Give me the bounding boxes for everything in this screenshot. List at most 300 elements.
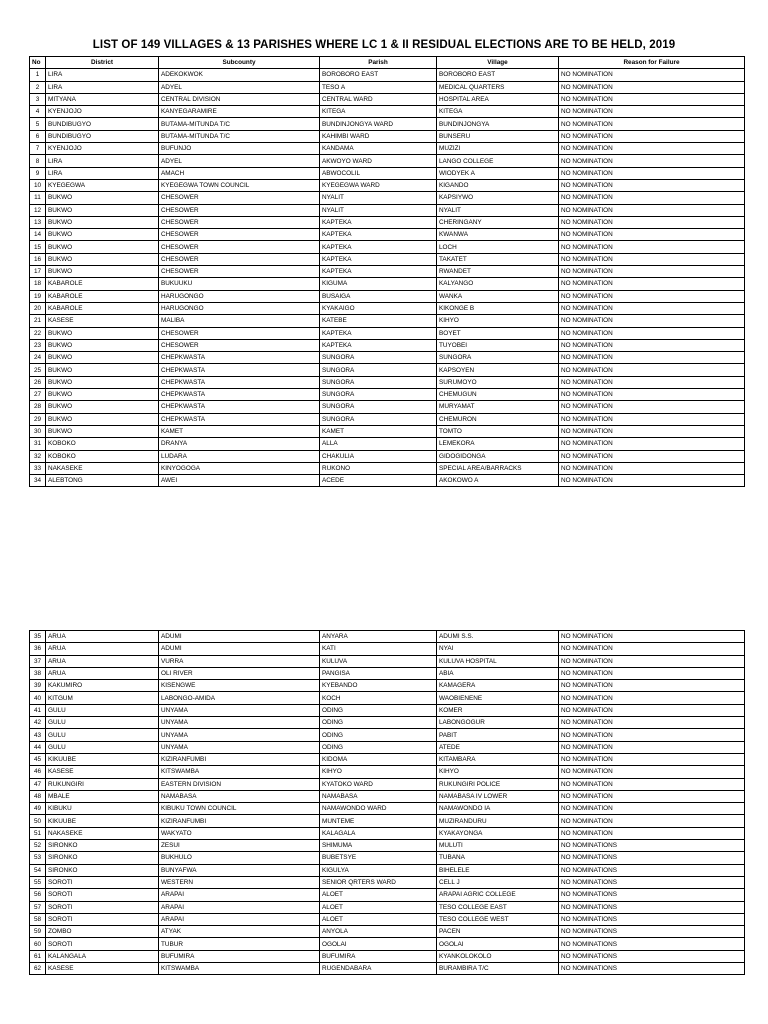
cell-parish: MUNTEME [320, 815, 437, 827]
cell-parish: ODING [320, 729, 437, 741]
table-row [30, 339, 745, 351]
cell-district: KYENJOJO [46, 106, 159, 118]
cell-district: SOROTI [46, 938, 159, 950]
cell-district: KIKUUBE [46, 815, 159, 827]
cell-subcounty: BUNYAFWA [159, 864, 320, 876]
cell-subcounty: BUKHULO [159, 852, 320, 864]
cell-reason: NO NOMINATION [559, 69, 745, 81]
cell-subcounty: UNYAMA [159, 717, 320, 729]
cell-subcounty: ARAPAI [159, 913, 320, 925]
cell-village: TESO COLLEGE EAST [437, 901, 559, 913]
cell-parish: KITEGA [320, 106, 437, 118]
cell-village: TAKATET [437, 253, 559, 265]
cell-reason: NO NOMINATION [559, 389, 745, 401]
cell-parish: KYATOKO WARD [320, 778, 437, 790]
cell-subcounty: LABONGO-AMIDA [159, 692, 320, 704]
cell-village: KALYANGO [437, 278, 559, 290]
cell-parish: NAMAWONDO WARD [320, 803, 437, 815]
cell-district: GULU [46, 717, 159, 729]
cell-no: 41 [30, 704, 46, 716]
cell-no: 58 [30, 913, 46, 925]
cell-no: 5 [30, 118, 46, 130]
cell-no: 48 [30, 790, 46, 802]
cell-no: 1 [30, 69, 46, 81]
cell-village: ADUMI S.S. [437, 631, 559, 643]
table-row [30, 766, 745, 778]
table-row [30, 401, 745, 413]
cell-subcounty: KAMET [159, 425, 320, 437]
table-row [30, 302, 745, 314]
cell-district: KITGUM [46, 692, 159, 704]
cell-village: OGOLAI [437, 938, 559, 950]
cell-parish: OGOLAI [320, 938, 437, 950]
cell-district: BUKWO [46, 253, 159, 265]
cell-reason: NO NOMINATION [559, 278, 745, 290]
cell-parish: ALOET [320, 901, 437, 913]
cell-parish: KIGULYA [320, 864, 437, 876]
cell-district: KOBOKO [46, 438, 159, 450]
table-row [30, 462, 745, 474]
cell-village: RWANDET [437, 266, 559, 278]
cell-district: KALANGALA [46, 950, 159, 962]
cell-reason: NO NOMINATION [559, 143, 745, 155]
cell-subcounty: BUFUNJO [159, 143, 320, 155]
cell-village: NAMABASA IV LOWER [437, 790, 559, 802]
table-row [30, 315, 745, 327]
cell-subcounty: AMACH [159, 167, 320, 179]
cell-no: 62 [30, 963, 46, 975]
cell-no: 23 [30, 339, 46, 351]
cell-district: KASESE [46, 315, 159, 327]
table-row [30, 889, 745, 901]
cell-village: CELL J [437, 876, 559, 888]
cell-parish: TESO A [320, 81, 437, 93]
cell-district: BUKWO [46, 266, 159, 278]
cell-reason: NO NOMINATION [559, 216, 745, 228]
cell-no: 56 [30, 889, 46, 901]
cell-reason: NO NOMINATION [559, 266, 745, 278]
table-row [30, 864, 745, 876]
cell-no: 47 [30, 778, 46, 790]
cell-subcounty: CENTRAL DIVISION [159, 93, 320, 105]
cell-parish: BOROBORO EAST [320, 69, 437, 81]
cell-no: 8 [30, 155, 46, 167]
cell-parish: NYALIT [320, 192, 437, 204]
cell-parish: KAHIMBI WARD [320, 130, 437, 142]
cell-subcounty: KIZIRANFUMBI [159, 815, 320, 827]
cell-district: SOROTI [46, 889, 159, 901]
cell-parish: KAPTEKA [320, 339, 437, 351]
table-row [30, 803, 745, 815]
cell-subcounty: NAMABASA [159, 790, 320, 802]
header-subcounty: Subcounty [159, 57, 320, 69]
cell-district: GULU [46, 741, 159, 753]
cell-district: GULU [46, 729, 159, 741]
table-row [30, 475, 745, 487]
cell-subcounty: LUDARA [159, 450, 320, 462]
cell-no: 45 [30, 753, 46, 765]
table-row [30, 926, 745, 938]
cell-district: ALEBTONG [46, 475, 159, 487]
cell-village: KWANWA [437, 229, 559, 241]
cell-district: ZOMBO [46, 926, 159, 938]
cell-subcounty: VURRA [159, 655, 320, 667]
cell-village: PACEN [437, 926, 559, 938]
cell-no: 12 [30, 204, 46, 216]
cell-district: BUKWO [46, 241, 159, 253]
cell-village: BOYET [437, 327, 559, 339]
cell-village: CHEMURON [437, 413, 559, 425]
cell-village: MEDICAL QUARTERS [437, 81, 559, 93]
cell-district: MBALE [46, 790, 159, 802]
cell-district: GULU [46, 704, 159, 716]
cell-village: SPECIAL AREA/BARRACKS [437, 462, 559, 474]
cell-village: BURAMBIRA T/C [437, 963, 559, 975]
cell-reason: NO NOMINATIONS [559, 840, 745, 852]
table-row [30, 130, 745, 142]
cell-district: SOROTI [46, 901, 159, 913]
cell-district: SIRONKO [46, 864, 159, 876]
cell-no: 60 [30, 938, 46, 950]
table-row [30, 229, 745, 241]
table-row [30, 376, 745, 388]
header-parish: Parish [320, 57, 437, 69]
cell-no: 54 [30, 864, 46, 876]
cell-reason: NO NOMINATION [559, 204, 745, 216]
cell-parish: NYALIT [320, 204, 437, 216]
cell-district: ARUA [46, 631, 159, 643]
cell-parish: KYEGEGWA WARD [320, 179, 437, 191]
cell-district: KYENJOJO [46, 143, 159, 155]
cell-subcounty: HARUGONGO [159, 302, 320, 314]
cell-subcounty: ADUMI [159, 643, 320, 655]
table-row [30, 704, 745, 716]
cell-district: LIRA [46, 155, 159, 167]
cell-district: SIRONKO [46, 840, 159, 852]
cell-no: 52 [30, 840, 46, 852]
cell-reason: NO NOMINATIONS [559, 913, 745, 925]
cell-district: KIKUUBE [46, 753, 159, 765]
cell-village: BOROBORO EAST [437, 69, 559, 81]
cell-village: MUZIRANDURU [437, 815, 559, 827]
cell-district: ARUA [46, 643, 159, 655]
cell-reason: NO NOMINATION [559, 643, 745, 655]
cell-no: 35 [30, 631, 46, 643]
header-village: Village [437, 57, 559, 69]
cell-subcounty: CHESOWER [159, 229, 320, 241]
cell-parish: RUGENDABARA [320, 963, 437, 975]
cell-parish: SUNGORA [320, 389, 437, 401]
cell-district: BUNDIBUGYO [46, 130, 159, 142]
cell-reason: NO NOMINATION [559, 729, 745, 741]
cell-subcounty: KYEGEGWA TOWN COUNCIL [159, 179, 320, 191]
table-row [30, 93, 745, 105]
cell-subcounty: KISENGWE [159, 680, 320, 692]
cell-reason: NO NOMINATION [559, 179, 745, 191]
cell-reason: NO NOMINATION [559, 130, 745, 142]
table-row [30, 913, 745, 925]
cell-village: KYAKAYONGA [437, 827, 559, 839]
cell-subcounty: CHESOWER [159, 241, 320, 253]
cell-village: MUZIZI [437, 143, 559, 155]
cell-subcounty: ATYAK [159, 926, 320, 938]
table-row [30, 729, 745, 741]
cell-district: ARUA [46, 667, 159, 679]
cell-no: 29 [30, 413, 46, 425]
cell-village: RUKUNGIRI POLICE [437, 778, 559, 790]
cell-reason: NO NOMINATION [559, 290, 745, 302]
cell-no: 50 [30, 815, 46, 827]
cell-no: 43 [30, 729, 46, 741]
cell-subcounty: CHESOWER [159, 266, 320, 278]
cell-reason: NO NOMINATION [559, 339, 745, 351]
cell-no: 39 [30, 680, 46, 692]
cell-no: 51 [30, 827, 46, 839]
table-row [30, 266, 745, 278]
cell-district: LIRA [46, 81, 159, 93]
cell-district: KASESE [46, 963, 159, 975]
table-row [30, 692, 745, 704]
cell-no: 14 [30, 229, 46, 241]
cell-subcounty: CHESOWER [159, 216, 320, 228]
cell-district: BUKWO [46, 339, 159, 351]
cell-parish: SUNGORA [320, 413, 437, 425]
cell-reason: NO NOMINATION [559, 631, 745, 643]
cell-district: KOBOKO [46, 450, 159, 462]
cell-village: KIHYO [437, 315, 559, 327]
cell-no: 21 [30, 315, 46, 327]
table-row [30, 278, 745, 290]
table-header-row [30, 57, 745, 69]
cell-reason: NO NOMINATION [559, 167, 745, 179]
cell-subcounty: UNYAMA [159, 729, 320, 741]
cell-parish: ABWOCOLIL [320, 167, 437, 179]
table-row [30, 901, 745, 913]
cell-parish: ALOET [320, 913, 437, 925]
cell-reason: NO NOMINATION [559, 93, 745, 105]
cell-subcounty: WESTERN [159, 876, 320, 888]
cell-no: 16 [30, 253, 46, 265]
cell-parish: AKWOYO WARD [320, 155, 437, 167]
header-reason: Reason for Failure [559, 57, 745, 69]
cell-district: BUKWO [46, 364, 159, 376]
cell-parish: KAPTEKA [320, 327, 437, 339]
cell-reason: NO NOMINATION [559, 376, 745, 388]
cell-district: KIBUKU [46, 803, 159, 815]
cell-village: WIODYEK A [437, 167, 559, 179]
cell-reason: NO NOMINATION [559, 364, 745, 376]
cell-reason: NO NOMINATION [559, 425, 745, 437]
cell-reason: NO NOMINATIONS [559, 889, 745, 901]
cell-no: 15 [30, 241, 46, 253]
cell-reason: NO NOMINATION [559, 401, 745, 413]
cell-subcounty: KITSWAMBA [159, 963, 320, 975]
cell-village: TUYOBEI [437, 339, 559, 351]
cell-parish: BUSAIGA [320, 290, 437, 302]
cell-district: LIRA [46, 167, 159, 179]
cell-no: 25 [30, 364, 46, 376]
cell-parish: KAPTEKA [320, 266, 437, 278]
table-row [30, 815, 745, 827]
cell-district: BUKWO [46, 352, 159, 364]
cell-parish: CENTRAL WARD [320, 93, 437, 105]
cell-parish: KULUVA [320, 655, 437, 667]
table-row [30, 253, 745, 265]
table-row [30, 631, 745, 643]
cell-subcounty: DRANYA [159, 438, 320, 450]
table-row [30, 352, 745, 364]
table-row [30, 192, 745, 204]
cell-village: WANKA [437, 290, 559, 302]
cell-reason: NO NOMINATION [559, 413, 745, 425]
table-row [30, 741, 745, 753]
table-row [30, 143, 745, 155]
cell-district: KYEGEGWA [46, 179, 159, 191]
cell-parish: KAMET [320, 425, 437, 437]
cell-reason: NO NOMINATIONS [559, 938, 745, 950]
table-row [30, 938, 745, 950]
cell-village: KIGANDO [437, 179, 559, 191]
cell-no: 32 [30, 450, 46, 462]
cell-district: BUKWO [46, 389, 159, 401]
cell-village: KULUVA HOSPITAL [437, 655, 559, 667]
cell-subcounty: CHEPKWASTA [159, 389, 320, 401]
cell-no: 26 [30, 376, 46, 388]
cell-village: BUNDINJONGYA [437, 118, 559, 130]
table-row [30, 790, 745, 802]
cell-subcounty: OLI RIVER [159, 667, 320, 679]
table-row [30, 963, 745, 975]
cell-subcounty: ADYEL [159, 81, 320, 93]
cell-district: BUKWO [46, 425, 159, 437]
cell-parish: KATI [320, 643, 437, 655]
cell-reason: NO NOMINATION [559, 766, 745, 778]
cell-no: 9 [30, 167, 46, 179]
cell-no: 22 [30, 327, 46, 339]
table-row [30, 778, 745, 790]
cell-village: TESO COLLEGE WEST [437, 913, 559, 925]
cell-village: ATEDE [437, 741, 559, 753]
cell-village: NYAI [437, 643, 559, 655]
cell-subcounty: TUBUR [159, 938, 320, 950]
cell-parish: NAMABASA [320, 790, 437, 802]
table-row [30, 450, 745, 462]
cell-subcounty: ARAPAI [159, 889, 320, 901]
cell-district: BUKWO [46, 413, 159, 425]
table-row [30, 680, 745, 692]
cell-village: NYALIT [437, 204, 559, 216]
table-row [30, 852, 745, 864]
cell-no: 20 [30, 302, 46, 314]
cell-subcounty: BUTAMA-MITUNDA T/C [159, 130, 320, 142]
cell-reason: NO NOMINATIONS [559, 950, 745, 962]
table-row [30, 69, 745, 81]
cell-reason: NO NOMINATION [559, 118, 745, 130]
cell-subcounty: KITSWAMBA [159, 766, 320, 778]
cell-village: MURYAMAT [437, 401, 559, 413]
table-row [30, 155, 745, 167]
cell-parish: BUFUMIRA [320, 950, 437, 962]
cell-parish: KYEBANDO [320, 680, 437, 692]
cell-parish: CHAKULIA [320, 450, 437, 462]
cell-no: 36 [30, 643, 46, 655]
cell-reason: NO NOMINATION [559, 302, 745, 314]
cell-parish: SENIOR QRTERS WARD [320, 876, 437, 888]
table-row [30, 425, 745, 437]
cell-parish: KIGUMA [320, 278, 437, 290]
cell-district: SOROTI [46, 876, 159, 888]
cell-district: RUKUNGIRI [46, 778, 159, 790]
cell-village: AKOKOWO A [437, 475, 559, 487]
cell-subcounty: ARAPAI [159, 901, 320, 913]
cell-no: 40 [30, 692, 46, 704]
cell-district: BUKWO [46, 204, 159, 216]
cell-no: 42 [30, 717, 46, 729]
cell-parish: BUNDINJONGYA WARD [320, 118, 437, 130]
cell-district: NAKASEKE [46, 462, 159, 474]
cell-reason: NO NOMINATION [559, 803, 745, 815]
cell-parish: KOCH [320, 692, 437, 704]
cell-district: BUKWO [46, 376, 159, 388]
cell-reason: NO NOMINATION [559, 680, 745, 692]
cell-district: ARUA [46, 655, 159, 667]
cell-subcounty: CHEPKWASTA [159, 364, 320, 376]
cell-village: CHEMUGUN [437, 389, 559, 401]
cell-reason: NO NOMINATION [559, 315, 745, 327]
cell-parish: SUNGORA [320, 401, 437, 413]
cell-no: 13 [30, 216, 46, 228]
cell-village: WAOBIENENE [437, 692, 559, 704]
cell-reason: NO NOMINATION [559, 106, 745, 118]
cell-district: BUKWO [46, 229, 159, 241]
cell-reason: NO NOMINATION [559, 462, 745, 474]
cell-village: KYANKOLOKOLO [437, 950, 559, 962]
cell-subcounty: CHEPKWASTA [159, 401, 320, 413]
cell-village: LABONGOGUR [437, 717, 559, 729]
table-row [30, 118, 745, 130]
cell-district: LIRA [46, 69, 159, 81]
cell-district: SOROTI [46, 913, 159, 925]
cell-parish: KAPTEKA [320, 253, 437, 265]
table-row [30, 364, 745, 376]
cell-reason: NO NOMINATIONS [559, 876, 745, 888]
table-row [30, 438, 745, 450]
cell-reason: NO NOMINATION [559, 790, 745, 802]
cell-no: 10 [30, 179, 46, 191]
cell-subcounty: BUKUUKU [159, 278, 320, 290]
cell-parish: KALAGALA [320, 827, 437, 839]
cell-subcounty: CHESOWER [159, 339, 320, 351]
cell-reason: NO NOMINATION [559, 655, 745, 667]
cell-reason: NO NOMINATIONS [559, 852, 745, 864]
cell-reason: NO NOMINATION [559, 327, 745, 339]
cell-parish: ANYARA [320, 631, 437, 643]
cell-village: ABIA [437, 667, 559, 679]
cell-reason: NO NOMINATION [559, 667, 745, 679]
cell-village: TOMTO [437, 425, 559, 437]
cell-no: 38 [30, 667, 46, 679]
cell-reason: NO NOMINATION [559, 241, 745, 253]
header-no: No [30, 57, 46, 69]
cell-no: 4 [30, 106, 46, 118]
table-row [30, 827, 745, 839]
cell-subcounty: ZESUI [159, 840, 320, 852]
table-row [30, 840, 745, 852]
cell-subcounty: KINYOGOGA [159, 462, 320, 474]
cell-subcounty: WAKYATO [159, 827, 320, 839]
cell-parish: SUNGORA [320, 376, 437, 388]
cell-parish: SUNGORA [320, 352, 437, 364]
